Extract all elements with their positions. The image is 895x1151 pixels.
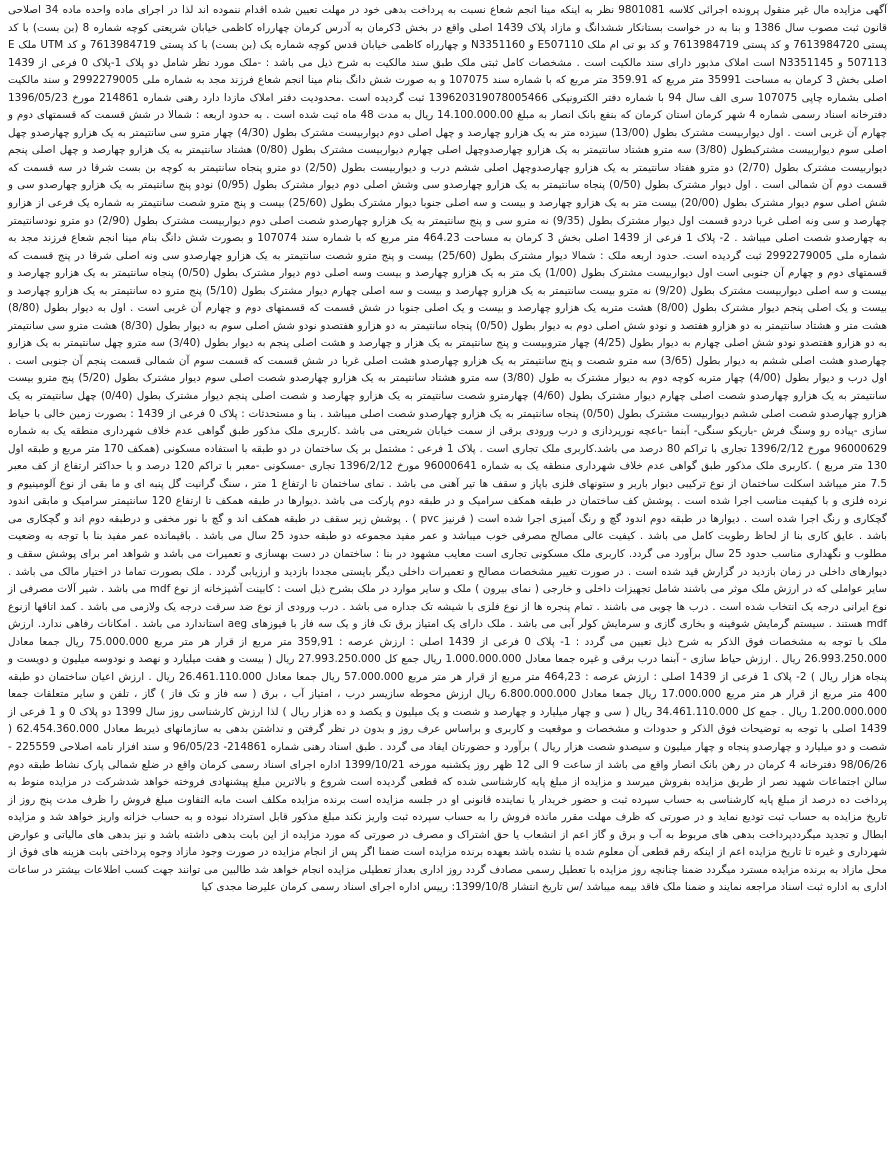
auction-notice-body: آگهی مزایده مال غیر منقول پرونده اجرائی کلاسه 9801081 نظر به اینکه مینا انجم شعاع نسبت به پرداخت بدهی خود در مهلت تعیین شده اقدام ننموده اند لذا در اجرای ماده واحده ماده 34 اصلاحی قانون ثبت مصوب سال 1386 و بنا به در خواست بستانکار ششدانگ و مازاد پلاک 1439 اصلی واقع در بخش 3کرمان به آدرس کرمان چهارراه کاظمی خیابان شریعتی کوچه شماره 8 (بن بست) با کد پستی 7613984720 و کد پستی 7613984719 و کد بو تی ام ملک E507110 و N3351160 و چهارراه کاظمی خیابان قدس کوچه شماره یک (بن بست) با کد پستی 7613984719 و کد UTM ملک E 507113 و N3351145 است املاک مذبور دارای سند مالکیت است . مشخصات کامل ثبتی ملک طبق سند مالکیت به شرح ذیل می باشد : -ملک مورد نظر شامل دو پلاک 1-پلاک 0 فرعی از 1439 اصلی بخش 3 کرمان به مساحت 35991 متر مربع که 359.91 متر مربع که با شماره سند 107075 و به صورت شش دانگ بنام مینا انجم شعاع فرزند مجد به شماره ملی 2992279005 و سند مالکیت اصلی بشماره چاپی 107075 سری الف سال 94 با شماره دفتر الکترونیکی 139620319078005466 ثبت گردیده است .محدودیت دفتر املاک مازدا دارد رهنی شماره 214861 مورخ 1396/05/23 دفترخانه اسناد رسمی شماره 4 شهر کرمان استان کرمان که بنفع بانک انصار به مبلغ 14.100.000.00 ریال به مدت 48 ماه ثبت شده است . به حدود اربعه : شمالا در شش قسمت که قسمتهای دوم و چهارم آن غربی است . اول دیواربیست مشترک بطول (13/00) سیزده متر به یک هزارو چهارصد و چهل اصلی دوم دیواربیست مشترک بطول (4/30) چهار مترو سی سانتیمتر به یک هزارو چهارصدو چهل اصلی سوم دیواربیست مشترکبطول (3/80) سه مترو هشتاد سانتیمتر به یک هزارو چهارصدوچهل اصلی چهارم دیواربیست مشترک بطول (0/80) هشتاد سانتیمتر به یک هزارو چهارصد و چهل اصلی پنجم دیواربیست مشترک بطول (2/70) دو مترو هفتاد سانتیمتر به یک هزارو چهارصدوچهل اصلی ششم درب و دیواربیست بطول (2/50) دو مترو پنجاه سانتیمتر به کوچه بن بست شرقا در سه قسمت که قسمت دوم آن شمالی است . اول دیوار مشترک بطول (0/50) پنجاه سانتیمتر به یک هزارو چهارصدو سی وشش اصلی دوم دیوار مشترک بطول (0/95) نودو پنج سانتیمتر به یک هزارو چهارصدو سی و شش اصلی سوم دیوار مشترک بطول (20/00) بیست متر به یک هزارو چهارصد و بیست و سه اصلی جنوبا دیوار مشترک بطول (25/60) بیست و پنج مترو شصت سانتیمتر به شماره یک فرعی از هزارو چهارصد و سی ونه اصلی غربا دردو قسمت اول دیوار مشترک بطول (9/35) نه مترو سی و پنج سانتیمتر به یک هزارو چهارصدو شصت اصلی دوم دیواربیست مشترک بطول (2/90) دو مترو نودسانتیمتر به چهارصدو شصت اصلی میباشد . 2- پلاک 1 فرعی از 1439 اصلی بخش 3 کرمان به مساحت 464.23 متر مربع که با شماره سند 107074 و بصورت شش دانگ بنام مینا انجم شعاع فرزند مجد به شماره ملی 2992279005 ثبت گردیده است. حدود اربعه ملک : شمالا دیوار مشترک بطول (25/60) بیست و پنج مترو شصت سانتیمتر به یک هزارو چهارصدو سی ونه اصلی شرقا در پنج قسمت که قسمتهای دوم و چهارم آن جنوبی است اول دیواربیست مشترک بطول (1/00) یک متر به یک هزارو چهارصد و بیست وسه اصلی دوم دیوار مشترک بطول (0/50) پنجاه سانتیمتر به یک هزارو چهارصد و بیست و سه اصلی دیواربیست مشترک بطول (9/20) نه مترو بیست سانتیمتر به یک هزارو چهارصد و بیست و سه اصلی چهارم دیوار مشترک بطول (5/10) پنج مترو ده سانتیمتر به یک هزارو چهارصد و بیست و یک اصلی پنجم دیوار مشترک بطول (8/00) هشت متربه یک هزارو چهارصد و بیست و یک اصلی جنوبا در شش قسمت که قسمتهای دوم و چهارم آن غربی است . اول به دیوار بطول (8/80) هشت متر و هشتاد سانتیمتر به دو هزارو هفتصد و نودو شش اصلی دوم به دیوار بطول (0/50) پنجاه سانتیمتر به دو هزارو هفتصدو نودو شش اصلی سوم به دیوار بطول (8/30) هشت مترو سی سانتیمتر به دو هزارو هفتصدو نودو شش اصلی چهارم به دیوار بطول (4/25) چهار متروبیست و پنج سانتیمتر به یک هزار و چهارصد و هشت اصلی پنجم به دیوار بطول (3/40) سه مترو چهل سانتیمتر به یک هزارو چهارصدو هشت اصلی ششم به دیوار بطول (3/65) سه مترو شصت و پنج سانتیمتر به یک هزارو چهارصدو هشت اصلی غربا در شش قسمت که قسمت سوم آن شمالی قسمت پنجم آن جنوبی است . اول درب و دیوار بطول (4/00) چهار متربه کوچه دوم به دیوار مشترک به طول (3/80) سه مترو هشتاد سانتیمتر به یک هزارو چهارصدو شصت اصلی سوم دیوار مشترک بطول (5/20) پنج مترو بیست سانتیمتر به یک هزارو چهارصدو شصت اصلی چهارم دیوار مشترک بطول (4/60) چهارمترو شصت سانتیمتر به یک هزارو چهارصد و شصت اصلی پنجم دیوار مشترک بطول (0/40) چهل سانتیمتر به یک هزارو چهارصدو شصت اصلی ششم دیواربیست مشترک بطول (0/50) پنجاه سانتیمتر به یک هزارو چهارصدو شصت اصلی میباشد . بنا و مستحدثات : پلاک 0 فرعی از 1439 : بصورت زمین خالی با حیاط سازی -پیاده رو وسنگ فرش -باریکو سنگی- آبنما -باعچه نورپردازی و درب ورودی برقی از سمت خیابان شریعتی می باشد .کاربری ملک مذکور طبق گواهی عدم خلاف شهرداری منطقه یک به شماره 96000629 مورخ 1396/2/12 تجاری با تراکم 80 درصد می باشد.کاربری ملک تجاری است . پلاک 1 فرعی : مشتمل بر یک ساختمان در دو طبقه با استفاده مسکونی (همکف 170 متر مربع و طبقه اول 130 متر مربع ) .کاربری ملک مذکور طبق گواهی عدم خلاف شهرداری منطقه یک به شماره 96000641 مورخ 1396/2/12 تجاری -مسکونی -معبر با تراکم 120 درصد و با حداکثر ارتفاع از کف معبر 7.5 متر میباشد اسکلت ساختمان از نوع ترکیبی دیوار باربر و ستونهای فلزی باپاز و سقف ها تیر آهنی می باشد . نمای ساختمان تا ارتفاع 1 متر ، سنگ گرانیت گل پنبه ای و ما بقی از نوع آلومینیوم و نرده فلزی و با کیفیت مناسب اجرا شده است . پوشش کف ساختمان در طبقه همکف سرامیک و در طبقه دوم پارکت می باشد .دیوارها در طبقه همکف تا ارتفاع 120 سانتیمتر سرامیک و مابقی اندود گچکاری و رنگ اجرا شده است . دیوارها در طبقه دوم اندود گچ و رنگ آمیزی اجرا شده است ( قرنیز pvc ) . پوشش زیر سقف در طبقه همکف اند و گچ با نور مخفی و درطبقه دوم اند و گچکاری می باشد . عایق کاری بنا از لحاظ رطوبت کامل می باشد . کیفیت عالی مصالح مصرفی خوب میباشد و عمر مفید مجموعه دو طبقه حدود 25 سال می باشد . باقیمانده عمر مفید بنا با توجه به وضعیت مطلوب و نگهداری مناسب حدود 25 سال برآورد می گردد. کاربری ملک مسکونی تجاری است معایب مشهود در بنا : ساختمان در دست بهسازی و تعمیرات می باشد و شواهد امر برای پوشش سقف و دیوارهای داخلی در زمان بازدید در گزارش قید شده است . در صورت تغییر مشخصات مصالح و تعمیرات داخلی دیگر بایستی مجددا بازدید و ارزیابی گردد . ملک بصورت تماما در اختیار مالک می باشد . سایر عواملی که در ارزش ملک موثر می باشند شامل تجهیزات داخلی و خارجی ( نمای بیرون ) ملک و سایر موارد در ملک بشرح ذیل است : کابینت آشپزخانه از نوع mdf می باشد . شیر آلات مصرفی از نوع ایرانی درجه یک انتخاب شده است . درب ها چوبی می باشند . تمام پنجره ها از نوع فلزی با شیشه تک جداره می باشد . درب ورودی از نوع ضد سرقت درجه یک ولازمی می باشد . کمد اتاقها ازنوع mdf هستند . سیستم گرمایش شوفینه و بخاری گازی و سرمایش کولر آبی می باشد . ملک دارای یک امتیاز برق تک فاز و یک سه فاز با فیوزهای aeg استاندارد می باشد . امکانات رفاهی ندارد. ارزش ملک با توجه به مشخصات فوق الذکر به شرح ذیل تعیین می گردد : 1- پلاک 0 فرعی از 1439 اصلی : ارزش عرصه : 359,91 متر مربع از قرار هر متر مربع 75.000.000 ریال جمعا معادل 26.993.250.000 ریال . ارزش حیاط سازی - آبنما درب برقی و غیره جمعا معادل 1.000.000.000 ریال جمع کل 27.993.250.000 ریال ( بیست و هفت میلیارد و نهصد و نودوسه میلیون و دویست و پنجاه هزار ریال ) 2- پلاک 1 فرعی از 1439 اصلی : ارزش عرصه : 464,23 متر مربع از قرار هر متر مربع 57.000.000 ریال جمعا معادل 26.461.110.000 ریال . ارزش اعیان ساختمان دو طبقه 400 متر مربع از قرار هر متر مربع 17.000.000 ریال جمعا معادل 6.800.000.000 ریال ارزش محوطه سازیسر درب ، امتیاز آب ، برق ( سه فاز و تک فاز ) گاز ، تلفن و سایر متعلقات جمعا 1.200.000.000 ریال . جمع کل 34.461.110.000 ریال ( سی و چهار میلیارد و چهارصد و شصت و یک میلیون و یکصد و ده هزار ریال ) لذا ارزش کارشناسی روز سال 1399 دو پلاک 0 و 1 فرعی از 1439 اصلی با توجه به توضیحات فوق الذکر و حدودات و مشخصات و موقعیت و کاربری و براساس عرف روز و بدون در نظر گرفتن و نداشتن بدهی به سازمانهای ذیربط معادل 62.454.360.000 ( شصت و دو میلیارد و چهارصدو پنجاه و چهار میلیون و سیصدو شصت هزار ریال ) برآورد و حضورتان ایفاد می گردد . طبق اسناد رهنی شماره 214861- 96/05/23 و سند افزار نامه اصلاحی 225559 - 98/06/26 دفترخانه 4 کرمان در رهن بانک انصار واقع می باشد از ساعت 9 الی 12 ظهر روز یکشنبه مورخه 1399/10/21 اداره اجرای اسناد رسمی کرمان واقع در ضلع شمالی پارک نشاط طبقه دوم سالن اجتماعات شهید نصر از طریق مزایده بفروش میرسد و مزایده از مبلغ پایه کارشناسی شده که قطعی گردیده است شروع و بالاترین مبلغ پیشنهادی فروخته خواهد شدشرکت در مزایده منوط به پرداخت ده درصد از مبلغ پایه کارشناسی به حساب سپرده ثبت و حضور خریدار یا نماینده قانونی او در جلسه مزایده است برنده مزایده مکلف است مابه التفاوت مبلغ فروش را ظرف مدت پنج روز از تاریخ مزایده به حساب ثبت تودیع نماید و در صورتی که ظرف مهلت مقرر مانده فروش را به حساب سپرده ثبت واریز نکند مبلغ مذکور قابل استرداد نبوده و به حساب خزانه واریز خواهد شد و مزایده ابطال و تجدید میگرددپرداخت بدهی های مربوط به آب و برق و گاز اعم از انشعاب یا حق اشتراک و مصرف در صورتی که مورد مزایده از این بابت بدهی داشته باشد و نیز بدهی های مالیاتی و عوارض شهرداری و غیره تا تاریخ مزایده اعم از اینکه رقم قطعی آن معلوم شده یا نشده باشد بعهده برنده مزایده است ضمنا اگر پس از انجام مزایده در صورت وجود مازاد وجوه پرداختی بابت هزینه های فوق از محل مازاد به برنده مزایده مسترد میگردد ضمنا چنانچه روز مزایده با تعطیل رسمی مصادف گردد روز اداری بعداز تعطیلی مزایده انجام خواهد شد طالبین می توانند جهت کسب اطلاعات بیشتر در ساعات اداری به اداره ثبت اسناد مراجعه نمایند و ضمنا ملک فاقد بیمه میباشد /س تاریخ انتشار 1399/10/8: رییس اداره اجرای اسناد رسمی کرمان علیرضا مجدی کیا [8, 4, 888, 894]
